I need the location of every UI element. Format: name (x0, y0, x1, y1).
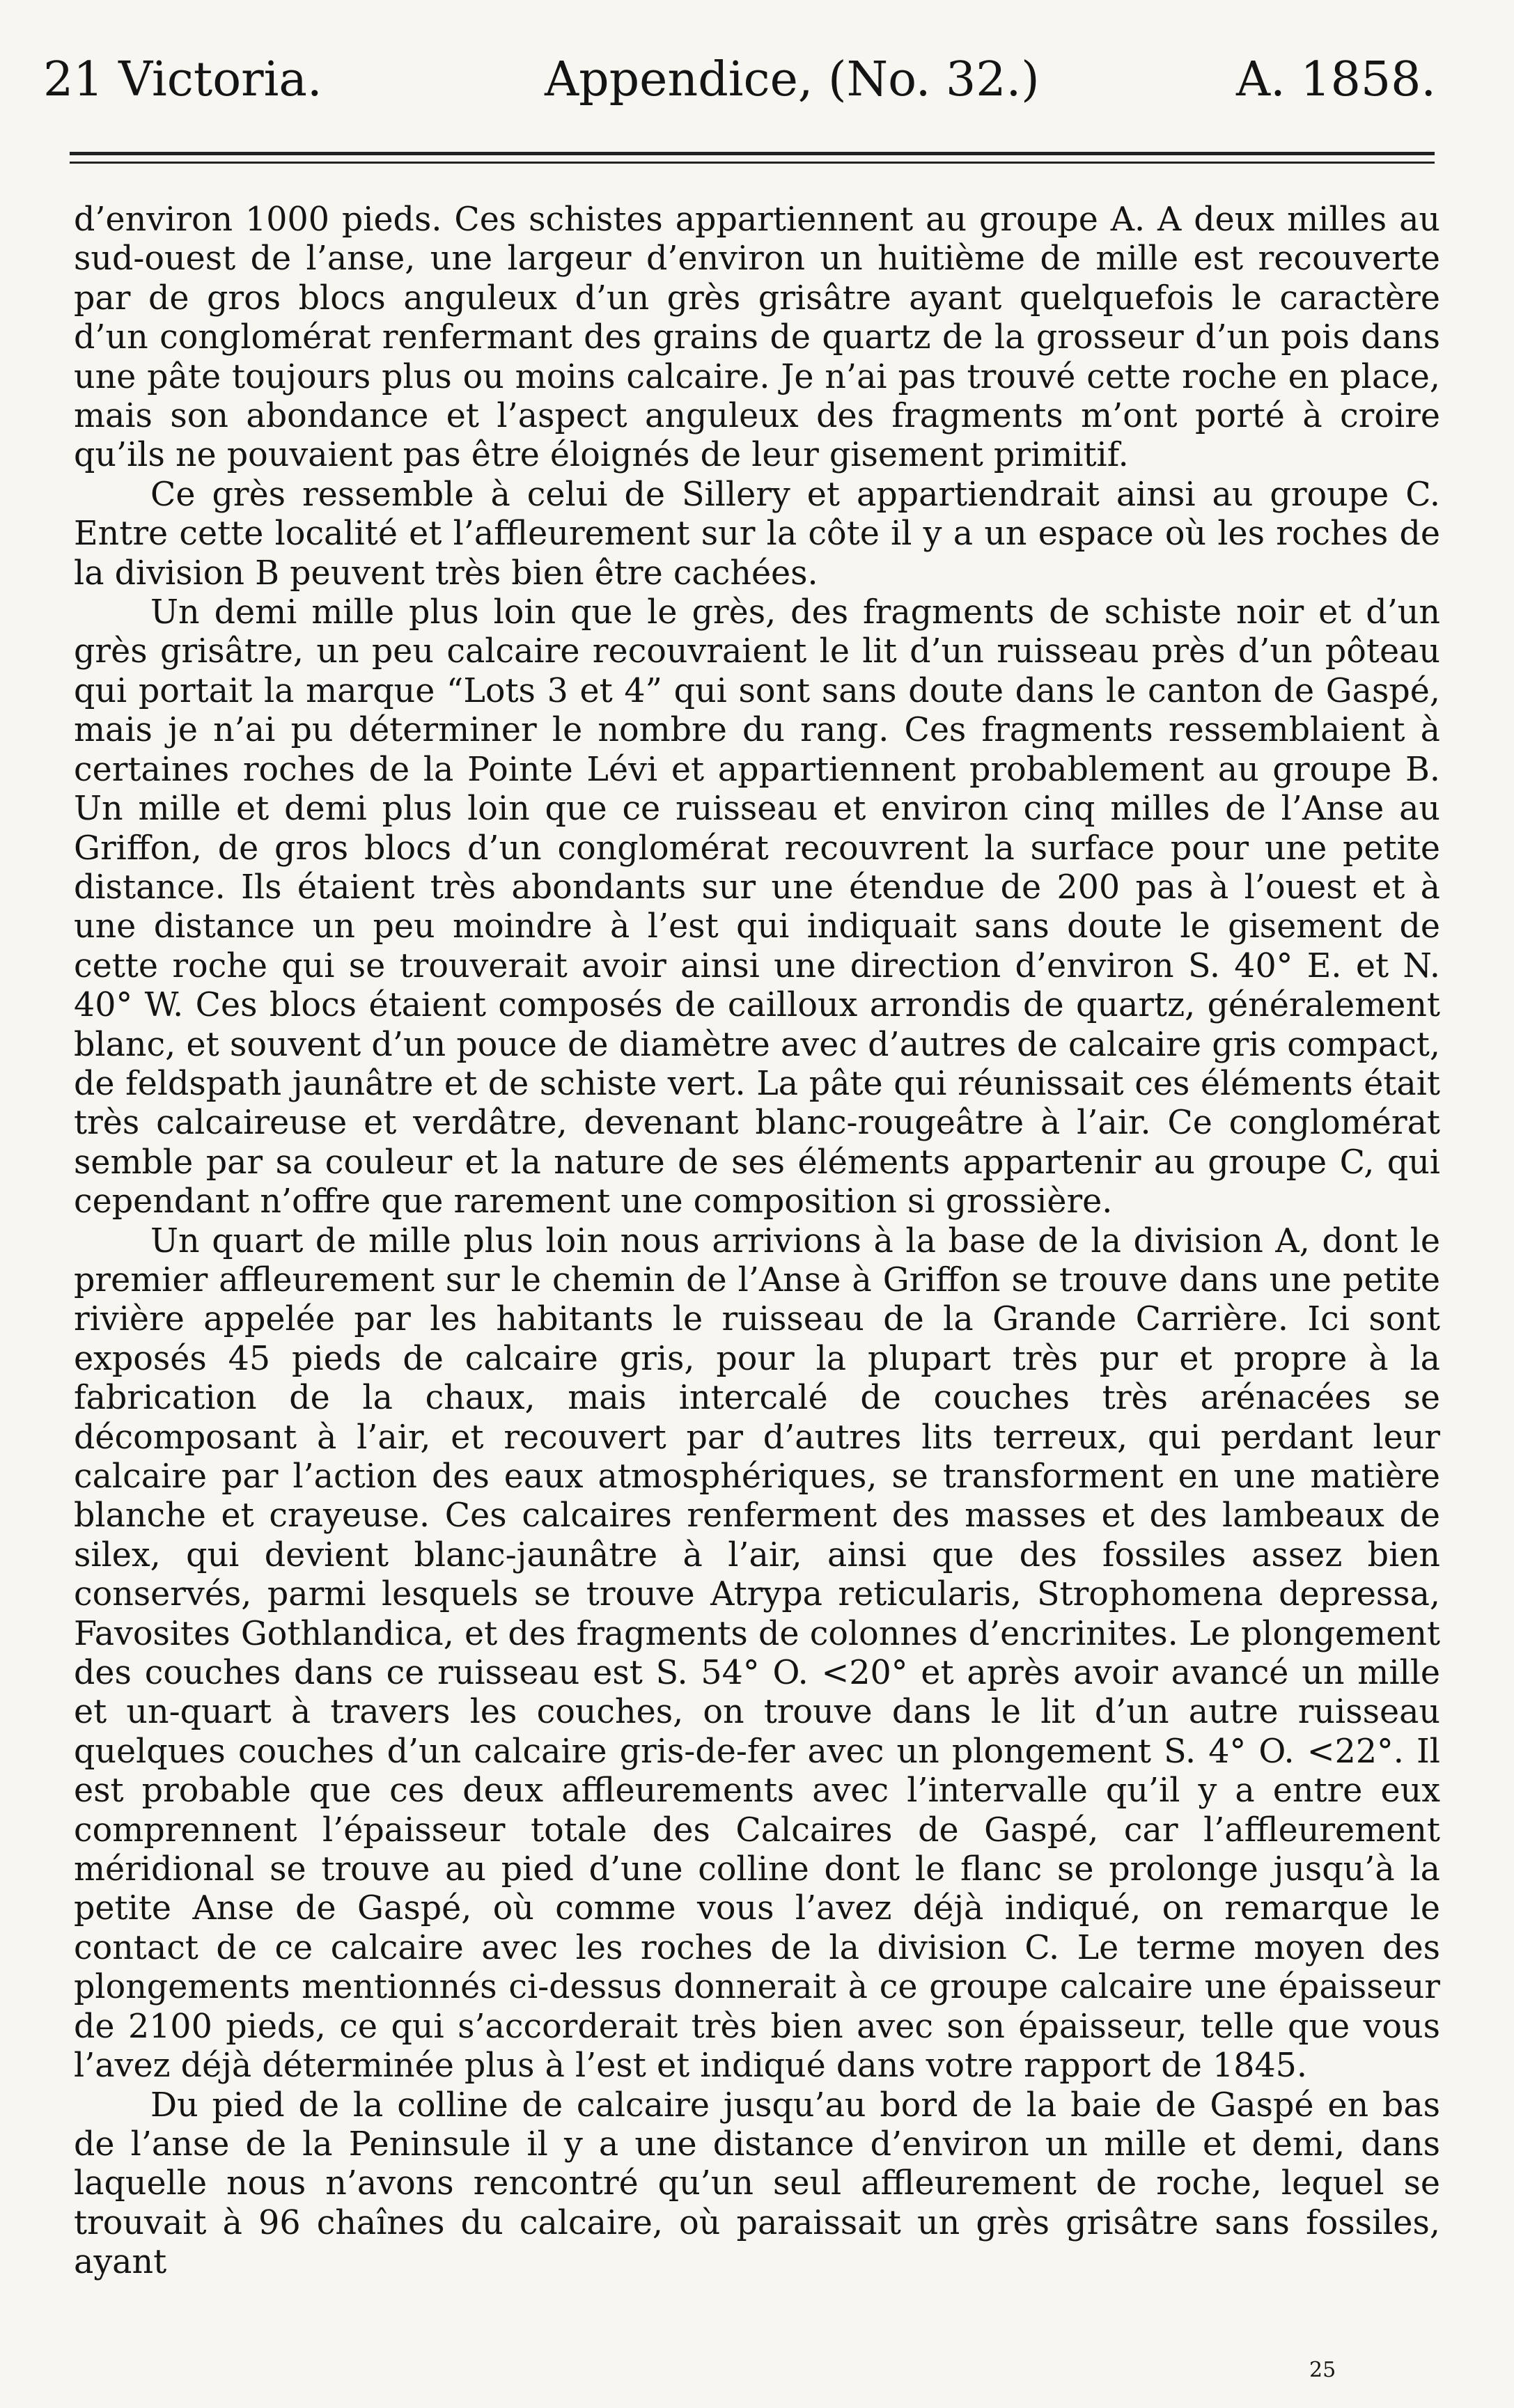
header-rule-thick (70, 152, 1435, 155)
header-appendix: Appendice, (No. 32.) (545, 52, 1040, 107)
paragraph-4: Un quart de mille plus loin nous arrivions à la base de la division A, dont le premier affleurement sur le chemin de l’Anse à Griffon se trouve dans une petite rivière appelée par les habitants le ruisseau de la Grande Carrière. Ici sont exposés 45 pieds de calcaire gris, pour la plupart très pur et propre à la fabrication de la chaux, mais intercalé de couches très arénacées se décomposant à l’air, et recouvert par d’autres lits terreux, qui perdant leur calcaire par l’action des eaux atmosphériques, se transforment en une matière blanche et crayeuse. Ces calcaires renferment des masses et des lambeaux de silex, qui devient blanc-jaunâtre à l’air, ainsi que des fossiles assez bien conservés, parmi lesquels se trouve Atrypa reticularis, Strophomena depressa, Favosites Gothlandica, et des fragments de colonnes d’encrinites. Le plongement des couches dans ce ruisseau est S. 54° O. <20° et après avoir avancé un mille et un-quart à travers les couches, on trouve dans le lit d’un autre ruisseau quelques couches d’un calcaire gris-de-fer avec un plongement S. 4° O. <22°. Il est probable que ces deux affleurements avec l’intervalle qu’il y a entre eux comprennent l’épaisseur totale des Calcaires de Gaspé, car l’affleurement méridional se trouve au pied d’une colline dont le flanc se prolonge jusqu’à la petite Anse de Gaspé, où comme vous l’avez déjà indiqué, on remarque le contact de ce calcaire avec les roches de la division C. Le terme moyen des plongements mentionnés ci-dessus donnerait à ce groupe calcaire une épaisseur de 2100 pieds, ce qui s’accorderait très bien avec son épaisseur, telle que vous l’avez déjà déterminée plus à l’est et indiqué dans votre rapport de 1845. (74, 1221, 1440, 2086)
body-text (74, 201, 1440, 2283)
header-session: 21 Victoria. (43, 52, 322, 107)
header-year: A. 1858. (1235, 52, 1436, 107)
paragraph-5: Du pied de la colline de calcaire jusqu’au bord de la baie de Gaspé en bas de l’anse de la Peninsule il y a une distance d’environ un mille et demi, dans laquelle nous n’avons rencontré qu’un seul affleurement de roche, lequel se trouvait à 96 chaînes du calcaire, où paraissait un grès grisâtre sans fossiles, ayant (74, 2086, 1440, 2282)
paragraph-3: Un demi mille plus loin que le grès, des fragments de schiste noir et d’un grès grisâtre, un peu calcaire recouvraient le lit d’un ruisseau près d’un pôteau qui portait la marque “Lots 3 et 4” qui sont sans doute dans le canton de Gaspé, mais je n’ai pu déterminer le nombre du rang. Ces fragments ressemblaient à certaines roches de la Pointe Lévi et appartiennent probablement au groupe B. Un mille et demi plus loin que ce ruisseau et environ cinq milles de l’Anse au Griffon, de gros blocs d’un conglomérat recouvrent la surface pour une petite distance. Ils étaient très abondants sur une étendue de 200 pas à l’ouest et à une distance un peu moindre à l’est qui indiquait sans doute le gisement de cette roche qui se trouverait avoir ainsi une direction d’environ S. 40° E. et N. 40° W. Ces blocs étaient composés de cailloux arrondis de quartz, généralement blanc, et souvent d’un pouce de diamètre avec d’autres de calcaire gris compact, de feldspath jaunâtre et de schiste vert. La pâte qui réunissait ces éléments était très calcaireuse et verdâtre, devenant blanc-rougeâtre à l’air. Ce conglomérat semble par sa couleur et la nature de ses éléments appartenir au groupe C, qui cependant n’offre que rarement une composition si grossière. (74, 593, 1440, 1221)
page-number: 25 (1309, 2358, 1336, 2382)
paragraph-2: Ce grès ressemble à celui de Sillery et appartiendrait ainsi au groupe C. Entre cette localité et l’affleurement sur la côte il y a un espace où les roches de la division B peuvent très bien être cachées. (74, 475, 1440, 593)
running-header (43, 49, 1436, 111)
paragraph-1: d’environ 1000 pieds. Ces schistes appartiennent au groupe A. A deux milles au sud-ouest de l’anse, une largeur d’environ un huitième de mille est recouverte par de gros blocs anguleux d’un grès grisâtre ayant quelquefois le caractère d’un conglomérat renfermant des grains de quartz de la grosseur d’un pois dans une pâte toujours plus ou moins calcaire. Je n’ai pas trouvé cette roche en place, mais son abondance et l’aspect anguleux des fragments m’ont porté à croire qu’ils ne pouvaient pas être éloignés de leur gisement primitif. (74, 201, 1440, 475)
header-rule-thin (70, 162, 1435, 164)
